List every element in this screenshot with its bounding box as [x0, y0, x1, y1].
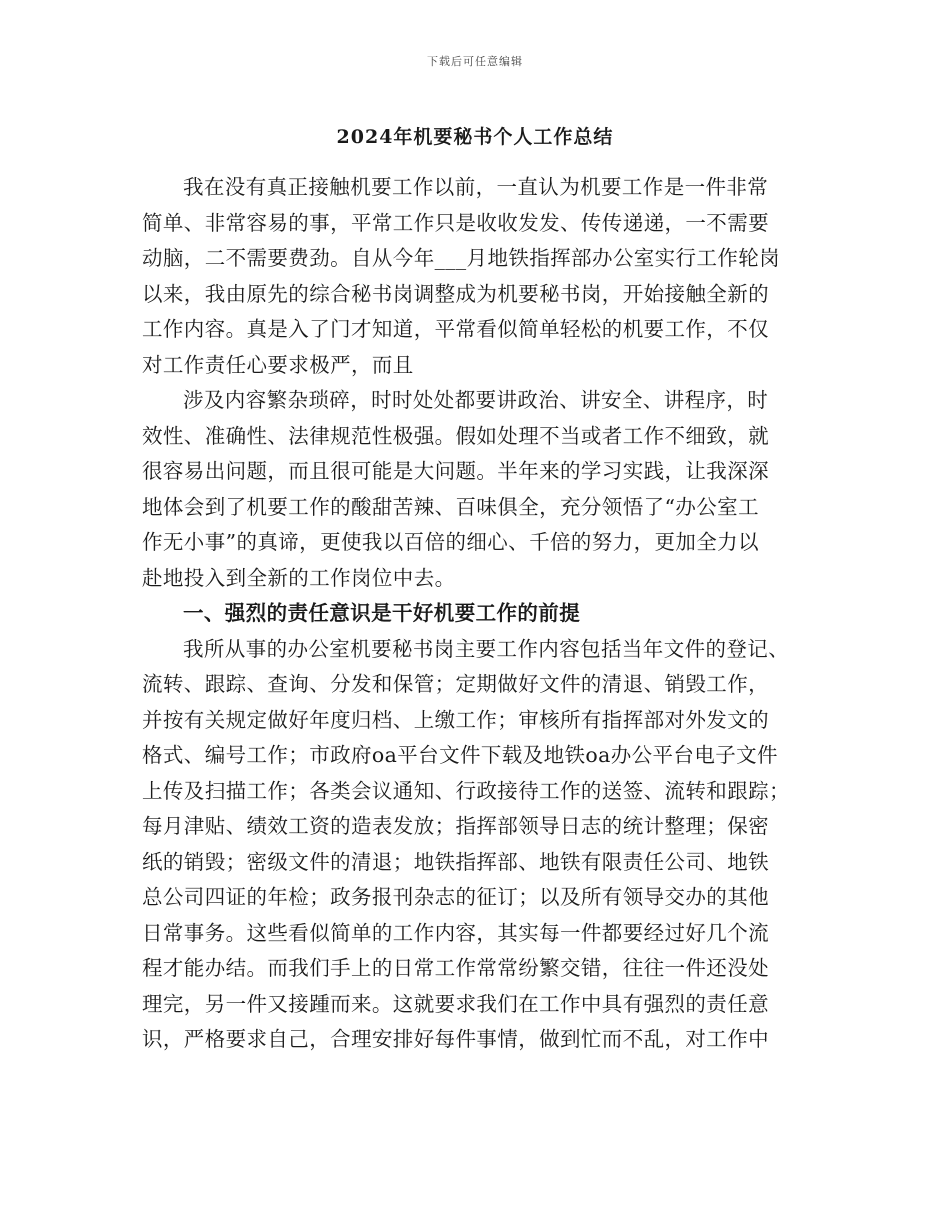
- paragraph-2-line: 地体会到了机要工作的酸甜苦辣、百味俱全，充分领悟了“办公室工: [142, 494, 759, 519]
- paragraph-1-line: 动脑，二不需要费劲。自从今年___月地铁指挥部办公室实行工作轮岗: [142, 246, 781, 270]
- paragraph-3-line: 并按有关规定做好年度归档、上缴工作；审核所有指挥部对外发文的: [142, 707, 769, 732]
- paragraph-2-line: 赴地投入到全新的工作岗位中去。: [142, 565, 456, 590]
- paragraph-2-line: 作无小事”的真谛，更使我以百倍的细心、千倍的努力，更加全力以: [142, 530, 759, 554]
- paragraph-3-line: 理完，另一件又接踵而来。这就要求我们在工作中具有强烈的责任意: [142, 991, 769, 1016]
- paragraph-1-line: 对工作责任心要求极严，而且: [142, 352, 414, 377]
- header-note: 下载后可任意编辑: [427, 55, 523, 68]
- paragraph-1-line: 工作内容。真是入了门才知道，平常看似简单轻松的机要工作，不仅: [142, 317, 769, 341]
- paragraph-3-line: 识，严格要求自己，合理安排好每件事情，做到忙而不乱，对工作中: [142, 1027, 769, 1051]
- paragraph-3-line: 纸的销毁；密级文件的清退；地铁指挥部、地铁有限责任公司、地铁: [142, 849, 769, 874]
- paragraph-3-line: 格式、编号工作；市政府oa平台文件下载及地铁oa办公平台电子文件: [142, 743, 778, 767]
- section-heading: 一、强烈的责任意识是干好机要工作的前提: [183, 601, 581, 625]
- paragraph-3-line: 我所从事的办公室机要秘书岗主要工作内容包括当年文件的登记、: [183, 636, 790, 661]
- paragraph-3-line: 程才能办结。而我们手上的日常工作常常纷繁交错，往往一件还没处: [142, 956, 769, 980]
- paragraph-3-line: 每月津贴、绩效工资的造表发放；指挥部领导日志的统计整理；保密: [142, 814, 769, 838]
- paragraph-2-line: 很容易出问题，而且很可能是大问题。半年来的学习实践，让我深深: [142, 459, 769, 483]
- paragraph-3-line: 总公司四证的年检；政务报刊杂志的征订；以及所有领导交办的其他: [142, 885, 769, 909]
- paragraph-1-line: 以来，我由原先的综合秘书岗调整成为机要秘书岗，开始接触全新的: [142, 281, 769, 306]
- document-title: 2024年机要秘书个人工作总结: [336, 126, 614, 148]
- paragraph-1-line: 我在没有真正接触机要工作以前，一直认为机要工作是一件非常: [183, 175, 769, 199]
- document-body: [142, 170, 822, 1058]
- paragraph-3-line: 上传及扫描工作；各类会议通知、行政接待工作的送签、流转和跟踪；: [142, 778, 790, 803]
- paragraph-3-line: 流转、跟踪、查询、分发和保管；定期做好文件的清退、销毁工作，: [142, 672, 769, 696]
- paragraph-3-line: 日常事务。这些看似简单的工作内容，其实每一件都要经过好几个流: [142, 920, 769, 945]
- paragraph-2-line: 涉及内容繁杂琐碎，时时处处都要讲政治、讲安全、讲程序，时: [183, 388, 769, 412]
- paragraph-2-line: 效性、准确性、法律规范性极强。假如处理不当或者工作不细致，就: [142, 423, 769, 448]
- paragraph-1-line: 简单、非常容易的事，平常工作只是收收发发、传传递递，一不需要: [142, 210, 769, 235]
